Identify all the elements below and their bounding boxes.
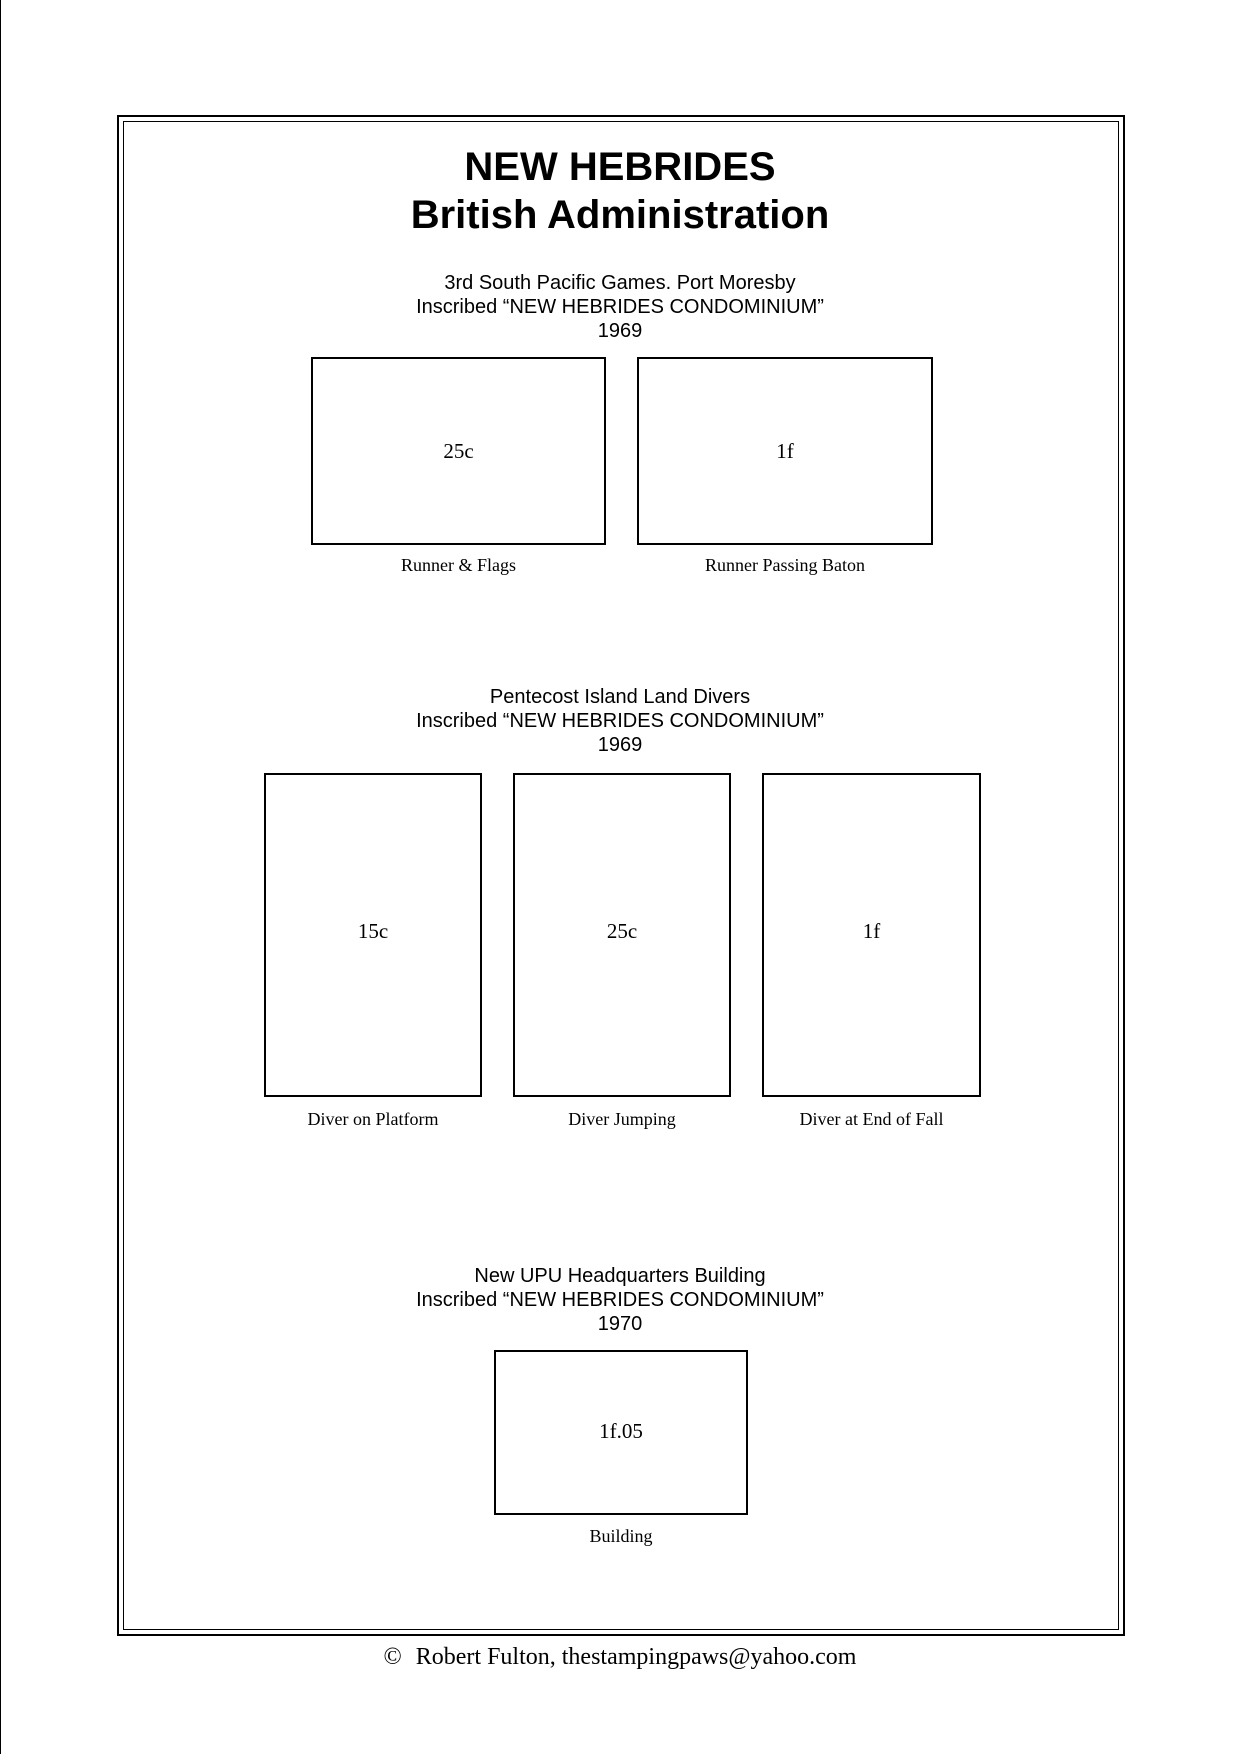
section-heading: New UPU Headquarters Building bbox=[474, 1265, 766, 1287]
copyright-symbol: © bbox=[383, 1644, 402, 1670]
section-year: 1969 bbox=[597, 734, 643, 756]
stamp-value: 25c bbox=[443, 439, 474, 463]
stamp-value: 1f bbox=[862, 919, 881, 943]
stamp-caption: Diver Jumping bbox=[568, 1109, 676, 1129]
stamp-space bbox=[311, 357, 606, 545]
stamp-value: 1f bbox=[776, 439, 794, 463]
page-edge bbox=[0, 0, 1, 1754]
section-heading: Pentecost Island Land Divers bbox=[489, 686, 751, 708]
section-heading: 3rd South Pacific Games. Port Moresby bbox=[444, 272, 796, 294]
stamp-caption: Diver on Platform bbox=[307, 1109, 439, 1129]
stamp-caption: Runner & Flags bbox=[401, 555, 516, 575]
section-inscription: Inscribed “NEW HEBRIDES CONDOMINIUM” bbox=[416, 296, 824, 318]
stamp-space bbox=[494, 1350, 748, 1515]
page-title: NEW HEBRIDES bbox=[464, 145, 776, 189]
copyright-text: Robert Fulton, thestampingpaws@yahoo.com bbox=[415, 1644, 857, 1670]
section-year: 1969 bbox=[597, 320, 643, 342]
stamp-space bbox=[637, 357, 933, 545]
section-header-south-pacific-games bbox=[0, 271, 1240, 343]
stamp-value: 25c bbox=[606, 919, 638, 943]
section-inscription: Inscribed “NEW HEBRIDES CONDOMINIUM” bbox=[416, 710, 824, 732]
stamp-caption: Building bbox=[589, 1526, 653, 1546]
section-header-upu-building bbox=[0, 1264, 1240, 1336]
stamp-caption: Diver at End of Fall bbox=[799, 1109, 944, 1129]
stamp-space bbox=[762, 773, 981, 1097]
stamp-space bbox=[264, 773, 482, 1097]
stamp-value: 1f.05 bbox=[599, 1419, 643, 1443]
page-subtitle: British Administration bbox=[410, 193, 830, 237]
section-inscription: Inscribed “NEW HEBRIDES CONDOMINIUM” bbox=[416, 1289, 824, 1311]
section-year: 1970 bbox=[597, 1313, 643, 1335]
stamp-space bbox=[513, 773, 731, 1097]
section-header-land-divers bbox=[0, 685, 1240, 757]
stamp-value: 15c bbox=[357, 919, 389, 943]
stamp-caption: Runner Passing Baton bbox=[705, 555, 865, 575]
copyright-footer bbox=[0, 1643, 1240, 1671]
